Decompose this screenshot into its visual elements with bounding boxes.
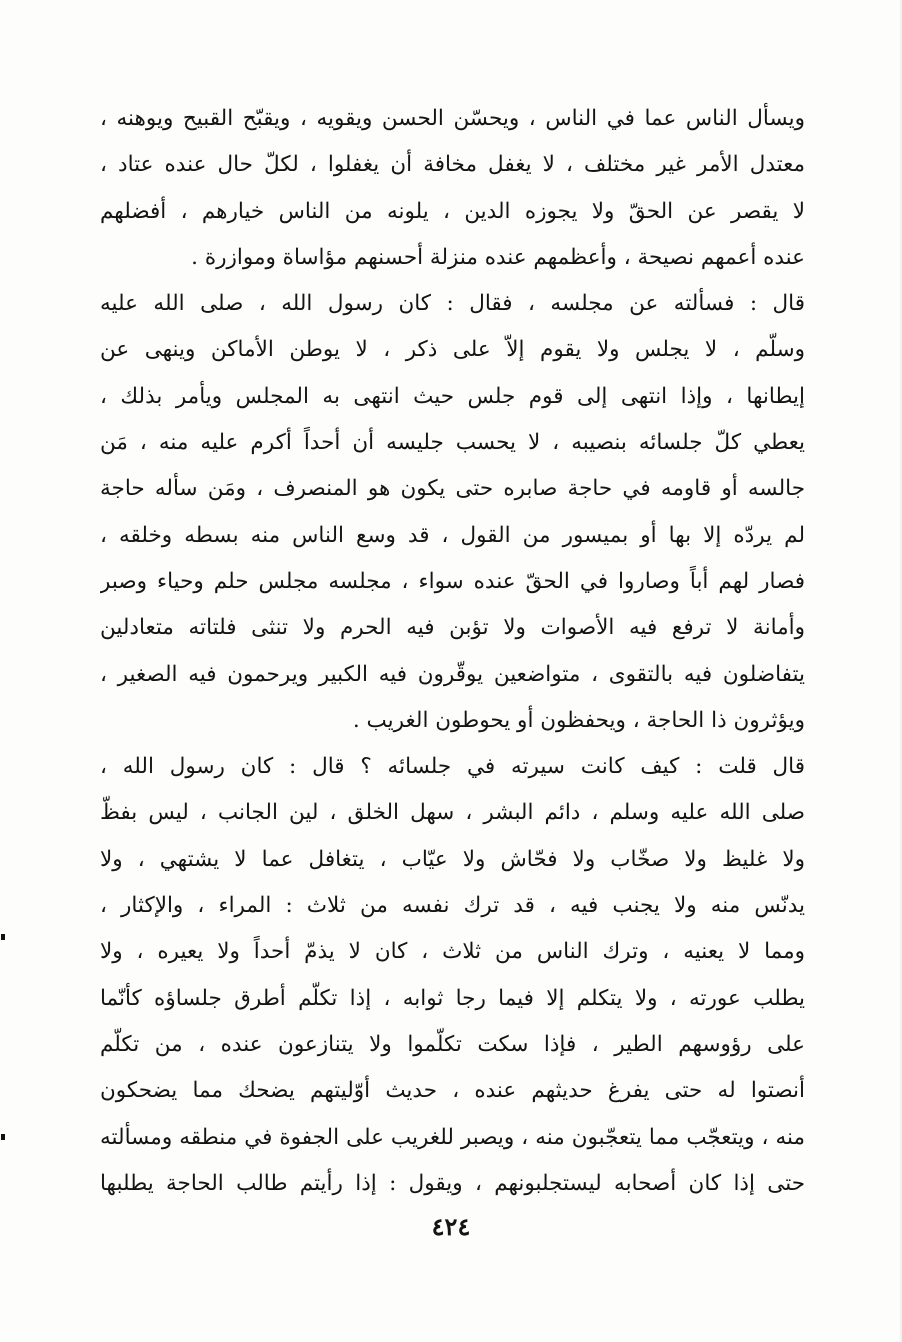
text-line: جالسه أو قاومه في حاجة صابره حتى يكون هو المنصرف ، ومَن سأله حاجة (100, 476, 805, 502)
text-line: يطلب عورته ، ولا يتكلم إلا فيما رجا ثوابه ، إذا تكلّم أطرق جلساؤه كأنّما (100, 985, 805, 1011)
text-line: عنده أعمهم نصيحة ، وأعظمهم عنده منزلة أحسنهم مؤاساة وموازرة . (191, 244, 805, 270)
text-line: منه ، ويتعجّب مما يتعجّبون منه ، ويصبر للغريب على الجفوة في منطقه ومسألته (100, 1124, 805, 1150)
text-line: وأمانة لا ترفع فيه الأصوات ولا تؤبن فيه الحرم ولا تنثى فلتاته متعادلين (100, 615, 805, 641)
text-line: على رؤوسهم الطير ، فإذا سكت تكلّموا ولا يتنازعون عنده ، من تكلّم (100, 1031, 805, 1057)
text-line: قال قلت : كيف كانت سيرته في جلسائه ؟ قال : كان رسول الله ، (100, 754, 805, 780)
text-line: فصار لهم أباً وصاروا في الحقّ عنده سواء ، مجلسه مجلس حلم وحياء وصبر (100, 568, 805, 594)
body-text (100, 96, 805, 1207)
text-line: أنصتوا له حتى يفرغ حديثهم عنده ، حديث أوّليتهم يضحك مما يضحكون (100, 1078, 805, 1104)
text-line: ويسأل الناس عما في الناس ، ويحسّن الحسن ويقويه ، ويقبّح القبيح ويوهنه ، (100, 106, 805, 131)
page-number: ٤٢٤ (431, 1212, 471, 1241)
text-line: وسلّم ، لا يجلس ولا يقوم إلاّ على ذكر ، لا يوطن الأماكن وينهى عن (100, 337, 805, 363)
text-line: قال : فسألته عن مجلسه ، فقال : كان رسول الله ، صلى الله عليه (100, 291, 805, 317)
text-line: لم يردّه إلا بها أو بميسور من القول ، قد وسع الناس منه بسطه وخلقه ، (100, 522, 805, 548)
text-line: لا يقصر عن الحقّ ولا يجوزه الدين ، يلونه من الناس خيارهم ، أفضلهم (100, 198, 805, 224)
text-line: صلى الله عليه وسلم ، دائم البشر ، سهل الخلق ، لين الجانب ، ليس بفظّ (100, 800, 805, 826)
text-line: يدنّس منه ولا يجنب فيه ، قد ترك نفسه من ثلاث : المراء ، والإكثار ، (100, 893, 805, 919)
text-line: إيطانها ، وإذا انتهى إلى قوم جلس حيث انتهى به المجلس ويأمر بذلك ، (100, 383, 805, 409)
text-line: ولا غليظ ولا صخّاب ولا فحّاش ولا عيّاب ، يتغافل عما لا يشتهي ، ولا (100, 846, 805, 872)
text-line: ويؤثرون ذا الحاجة ، ويحفظون أو يحوطون الغريب . (352, 707, 805, 733)
scan-mark (1, 934, 5, 940)
scan-mark (1, 1134, 5, 1140)
text-line: معتدل الأمر غير مختلف ، لا يغفل مخافة أن يغفلوا ، لكلّ حال عنده عتاد ، (100, 152, 805, 178)
text-line: يعطي كلّ جلسائه بنصيبه ، لا يحسب جليسه أن أحداً أكرم عليه منه ، مَن (100, 430, 805, 456)
text-line: يتفاضلون فيه بالتقوى ، متواضعين يوقّرون فيه الكبير ويرحمون فيه الصغير ، (100, 661, 805, 687)
text-line: حتى إذا كان أصحابه ليستجلبونهم ، ويقول : إذا رأيتم طالب الحاجة يطلبها (100, 1170, 805, 1196)
text-line: ومما لا يعنيه ، وترك الناس من ثلاث ، كان لا يذمّ أحداً ولا يعيره ، ولا (100, 939, 805, 965)
